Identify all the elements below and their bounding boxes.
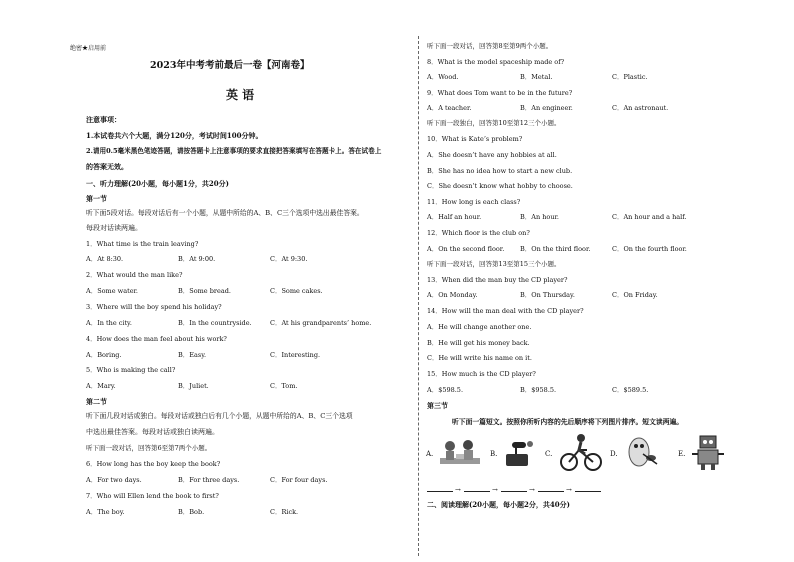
part1-heading: 第一节 xyxy=(86,194,107,203)
option-b: B．At 9:00. xyxy=(178,255,216,263)
bird-violin-image xyxy=(623,434,659,470)
option-c: C．An astronaut. xyxy=(612,104,669,112)
answer-blank[interactable] xyxy=(464,491,490,492)
option-b: B．For three days. xyxy=(178,476,240,484)
arrow-glyph: → xyxy=(566,486,572,494)
option-c: C．$589.5. xyxy=(612,386,649,394)
question-text: 11．How long is each class? xyxy=(427,198,521,206)
arrow-glyph: → xyxy=(492,486,498,494)
question-text: 4．How does the man feel about his work? xyxy=(86,335,227,343)
question-text: 13．When did the man buy the CD player? xyxy=(427,276,568,284)
option-a: A．Mary. xyxy=(86,382,116,390)
question-text: 6．How long has the boy keep the book? xyxy=(86,460,221,468)
secret-label: 绝密★启用前 xyxy=(70,45,107,52)
right-column xyxy=(420,0,794,562)
part3-heading: 第三节 xyxy=(427,401,448,410)
kids-playing-image xyxy=(438,436,482,470)
column-divider xyxy=(418,36,419,556)
question-text: 15．How much is the CD player? xyxy=(427,370,536,378)
question-text: 9．What does Tom want to be in the future? xyxy=(427,89,573,97)
notes-heading: 注意事项： xyxy=(86,115,121,124)
option-c: C．Plastic. xyxy=(612,73,648,81)
option-b: B．He will get his money back. xyxy=(427,339,530,347)
option-c: C．She doesn’t know what hobby to choose. xyxy=(427,182,573,190)
option-b: B．She has no idea how to start a new club. xyxy=(427,167,573,175)
option-b: B．Metal. xyxy=(520,73,553,81)
option-a: A．Boring. xyxy=(86,351,122,359)
option-a: A．For two days. xyxy=(86,476,142,484)
option-c: C．At 9:30. xyxy=(270,255,308,263)
arrow-glyph: → xyxy=(529,486,535,494)
option-a: A．On the second floor. xyxy=(427,245,505,253)
option-a: A．A teacher. xyxy=(427,104,472,112)
question-text: 2．What would the man like? xyxy=(86,271,183,279)
option-c: C．Tom. xyxy=(270,382,298,390)
exam-title: 2023年中考考前最后一卷【河南卷】 xyxy=(150,60,310,71)
question-text: 5．Who is making the call? xyxy=(86,366,176,374)
option-c: C．Interesting. xyxy=(270,351,321,359)
option-a: A．Half an hour. xyxy=(427,213,482,221)
option-c: C．Some cakes. xyxy=(270,287,323,295)
option-b: B．On Thursday. xyxy=(520,291,575,299)
notes-line-1: 1.本试卷共六个大题，满分120分，考试时间100分钟。 xyxy=(86,131,263,140)
notes-line-3: 的答案无效。 xyxy=(86,162,128,171)
part2-heading: 第二节 xyxy=(86,397,107,406)
robot-image xyxy=(688,432,728,472)
answer-blank[interactable] xyxy=(501,491,527,492)
pic-label-a: A. xyxy=(426,450,434,458)
option-a: A．She doesn’t have any hobbies at all. xyxy=(427,151,557,159)
option-a: A．At 8:30. xyxy=(86,255,124,263)
question-text: 3．Where will the boy spend his holiday? xyxy=(86,303,222,311)
option-c: C．On Friday. xyxy=(612,291,658,299)
option-a: A．The boy. xyxy=(86,508,125,516)
answer-blank[interactable] xyxy=(575,491,601,492)
option-c: C．An hour and a half. xyxy=(612,213,687,221)
option-b: B．An engineer. xyxy=(520,104,573,112)
question-text: 10．What is Kate’s problem? xyxy=(427,135,523,143)
cyclist-image xyxy=(559,432,603,472)
option-a: A．$598.5. xyxy=(427,386,464,394)
pic-label-b: B. xyxy=(490,450,498,458)
option-a: A．He will change another one. xyxy=(427,323,532,331)
option-a: A．In the city. xyxy=(86,319,132,327)
option-c: C．On the fourth floor. xyxy=(612,245,687,253)
answer-blank[interactable] xyxy=(427,491,453,492)
pic-label-d: D. xyxy=(610,450,618,458)
question-text: 12．Which floor is the club on? xyxy=(427,229,530,237)
option-b: B．$958.5. xyxy=(520,386,557,394)
section2-heading: 二、阅读理解(20小题，每小题2分，共40分) xyxy=(427,500,570,509)
question-text: 14．How will the man deal with the CD player? xyxy=(427,307,584,315)
option-c: C．He will write his name on it. xyxy=(427,354,532,362)
option-b: B．Bob. xyxy=(178,508,205,516)
sub-instruction: 听下面一段独白，回答第10至第12三个小题。 xyxy=(427,119,561,127)
option-c: C．At his grandparents’ home. xyxy=(270,319,372,327)
notes-line-2: 2.请用0.5毫米黑色笔迹答题，请按答题卡上注意事项的要求直接把答案填写在答题卡上。答在试卷上 xyxy=(86,147,382,155)
question-text: 1．What time is the train leaving? xyxy=(86,240,199,248)
question-text: 8．What is the model spaceship made of? xyxy=(427,58,565,66)
arrow-glyph: → xyxy=(455,486,461,494)
option-b: B．An hour. xyxy=(520,213,559,221)
option-a: A．On Monday. xyxy=(427,291,478,299)
question-text: 7．Who will Ellen lend the book to first? xyxy=(86,492,219,500)
pic-label-c: C. xyxy=(545,450,553,458)
option-b: B．Some bread. xyxy=(178,287,231,295)
option-c: C．For four days. xyxy=(270,476,328,484)
option-b: B．Juliet. xyxy=(178,382,209,390)
option-a: A．Some water. xyxy=(86,287,138,295)
option-b: B．On the third floor. xyxy=(520,245,591,253)
option-c: C．Rick. xyxy=(270,508,299,516)
option-b: B．Easy. xyxy=(178,351,207,359)
part1-instr-2: 每段对话读两遍。 xyxy=(86,224,142,232)
option-a: A．Wood. xyxy=(427,73,459,81)
part3-instruction: 听下面一篇短文。按照你所听内容的先后顺序将下列图片排序。短文读两遍。 xyxy=(452,418,684,426)
pic-label-e: E. xyxy=(678,450,686,458)
sub-instruction: 听下面一段对话，回答第6至第7两个小题。 xyxy=(86,444,212,452)
phone-image xyxy=(502,436,536,470)
section1-heading: 一、听力理解(20小题，每小题1分，共20分) xyxy=(86,179,229,188)
sub-instruction: 听下面一段对话，回答第8至第9两个小题。 xyxy=(427,42,553,50)
sub-instruction: 听下面一段对话，回答第13至第15三个小题。 xyxy=(427,260,561,268)
part1-instr-1: 听下面5段对话。每段对话后有一个小题，从题中所给的A、B、C三个选项中选出最佳答案。 xyxy=(86,209,364,217)
part2-instr-2: 中选出最佳答案。每段对话或独白读两遍。 xyxy=(86,428,219,436)
option-b: B．In the countryside. xyxy=(178,319,252,327)
answer-blank[interactable] xyxy=(538,491,564,492)
subject-title: 英 语 xyxy=(226,88,255,102)
part2-instr-1: 听下面几段对话或独白。每段对话或独白后有几个小题，从题中所给的A、B、C三个选项 xyxy=(86,412,353,420)
